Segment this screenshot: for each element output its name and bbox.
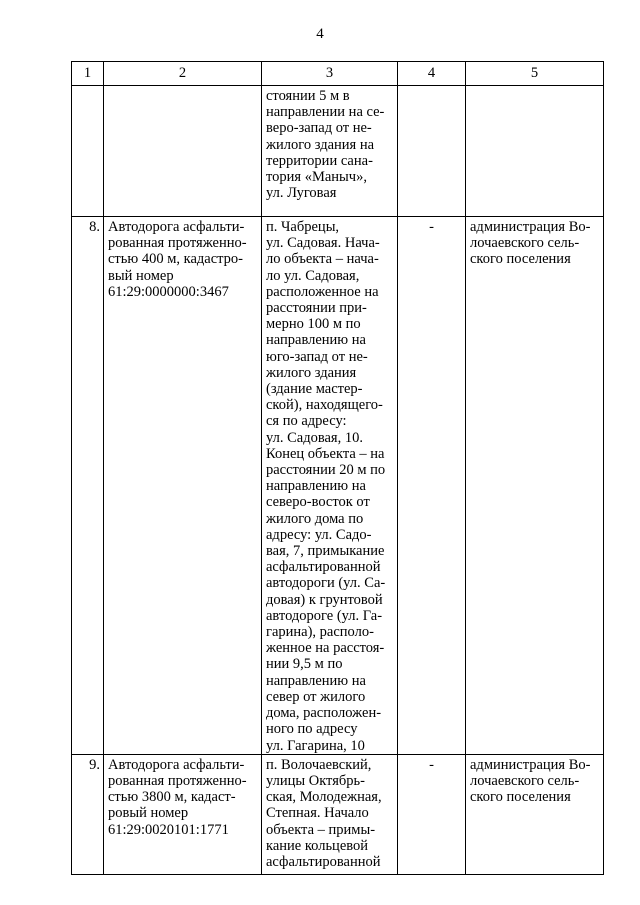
cell-line: ровый номер xyxy=(108,805,189,822)
cell-line: ская, Молодежная, xyxy=(266,789,382,806)
dash-cell: - xyxy=(398,754,466,874)
cell-line: ло ул. Садовая, xyxy=(266,267,360,284)
cell-line: дома, расположен- xyxy=(266,705,382,722)
cell-line: Степная. Начало xyxy=(266,805,369,822)
cell-line: (здание мастер- xyxy=(266,381,363,398)
object-name-cell xyxy=(104,754,262,874)
cell-line: направлению на xyxy=(266,672,366,689)
cell-line: расположенное на xyxy=(266,283,379,300)
table-header-row xyxy=(72,62,604,86)
row-number: 9. xyxy=(72,754,104,874)
table-row xyxy=(72,217,604,755)
cell-line: Автодорога асфальти- xyxy=(108,756,245,773)
cell-line: ло объекта – нача- xyxy=(266,251,379,268)
cell-line: юго-запад от не- xyxy=(266,348,368,365)
table-cell xyxy=(104,86,262,217)
cell-line: п. Волочаевский, xyxy=(266,756,372,773)
cell-line: объекта – примы- xyxy=(266,821,376,838)
dash-cell: - xyxy=(398,217,466,755)
cell-line: кание кольцевой xyxy=(266,837,369,854)
cell-line: направлению на xyxy=(266,332,366,349)
table-row xyxy=(72,754,604,874)
cell-line: ул. Луговая xyxy=(266,185,337,202)
cell-line: северо-восток от xyxy=(266,494,370,511)
cell-line: 61:29:0000000:3467 xyxy=(108,283,229,300)
table-cell xyxy=(398,86,466,217)
object-name-cell xyxy=(104,217,262,755)
cell-line: Конец объекта – на xyxy=(266,445,385,462)
cell-line: гарина), располо- xyxy=(266,624,374,641)
cell-line: ул. Садовая, 10. xyxy=(266,429,363,446)
cell-line: ского поселения xyxy=(470,789,571,806)
cell-line: расстоянии 20 м по xyxy=(266,462,386,479)
cell-line: нии 9,5 м по xyxy=(266,656,343,673)
cell-line: вый номер xyxy=(108,267,174,284)
objects-table xyxy=(71,61,604,875)
cell-line: адресу: ул. Садо- xyxy=(266,526,372,543)
cell-line: жилого здания на xyxy=(266,136,375,153)
cell-line: Автодорога асфальти- xyxy=(108,219,245,235)
cell-line: мерно 100 м по xyxy=(266,316,361,333)
cell-line: администрация Во- xyxy=(470,756,591,773)
location-cell xyxy=(262,217,398,755)
location-cell xyxy=(262,754,398,874)
cell-line: жилого дома по xyxy=(266,510,364,527)
cell-line: веро-запад от не- xyxy=(266,120,372,137)
cell-line: улицы Октябрь- xyxy=(266,772,365,789)
responsible-cell xyxy=(466,217,604,755)
cell-line: асфальтированной xyxy=(266,559,381,576)
cell-line: администрация Во- xyxy=(470,219,591,235)
cell-line: ного по адресу xyxy=(266,721,358,738)
cell-line: лочаевского сель- xyxy=(470,772,580,789)
location-cell xyxy=(262,86,398,217)
cell-line: ул. Садовая. Нача- xyxy=(266,235,380,252)
cell-line: женное на расстоя- xyxy=(266,640,385,657)
table-cell xyxy=(466,86,604,217)
column-header: 1 xyxy=(72,62,104,86)
cell-line: стью 400 м, кадастро- xyxy=(108,251,243,268)
cell-line: ся по адресу: xyxy=(266,413,347,430)
cell-line: лочаевского сель- xyxy=(470,235,580,252)
table-cell xyxy=(72,86,104,217)
responsible-cell xyxy=(466,754,604,874)
column-header: 2 xyxy=(104,62,262,86)
cell-line: стоянии 5 м в xyxy=(266,88,350,104)
column-header: 4 xyxy=(398,62,466,86)
cell-line: расстоянии при- xyxy=(266,300,367,317)
column-header: 3 xyxy=(262,62,398,86)
cell-line: автодороге (ул. Га- xyxy=(266,607,383,624)
cell-line: стью 3800 м, кадаст- xyxy=(108,789,236,806)
cell-line: п. Чабрецы, xyxy=(266,219,340,235)
cell-line: рованная протяженно- xyxy=(108,772,247,789)
cell-line: жилого здания xyxy=(266,364,357,381)
column-header: 5 xyxy=(466,62,604,86)
cell-line: рованная протяженно- xyxy=(108,235,247,252)
cell-line: 61:29:0020101:1771 xyxy=(108,821,229,838)
cell-line: асфальтированной xyxy=(266,853,381,870)
cell-line: ул. Гагарина, 10 xyxy=(266,737,365,754)
cell-line: автодороги (ул. Са- xyxy=(266,575,386,592)
cell-line: север от жилого xyxy=(266,688,366,705)
row-number: 8. xyxy=(72,217,104,755)
cell-line: ской), находящего- xyxy=(266,397,383,414)
cell-line: территории сана- xyxy=(266,152,373,169)
page-number: 4 xyxy=(316,26,324,42)
cell-line: тория «Маныч», xyxy=(266,169,367,186)
cell-line: довая) к грунтовой xyxy=(266,591,383,608)
cell-line: вая, 7, примыкание xyxy=(266,543,385,560)
cell-line: ского поселения xyxy=(470,251,571,268)
table-row-continuation xyxy=(72,86,604,217)
cell-line: направлении на се- xyxy=(266,104,385,121)
cell-line: направлению на xyxy=(266,478,366,495)
